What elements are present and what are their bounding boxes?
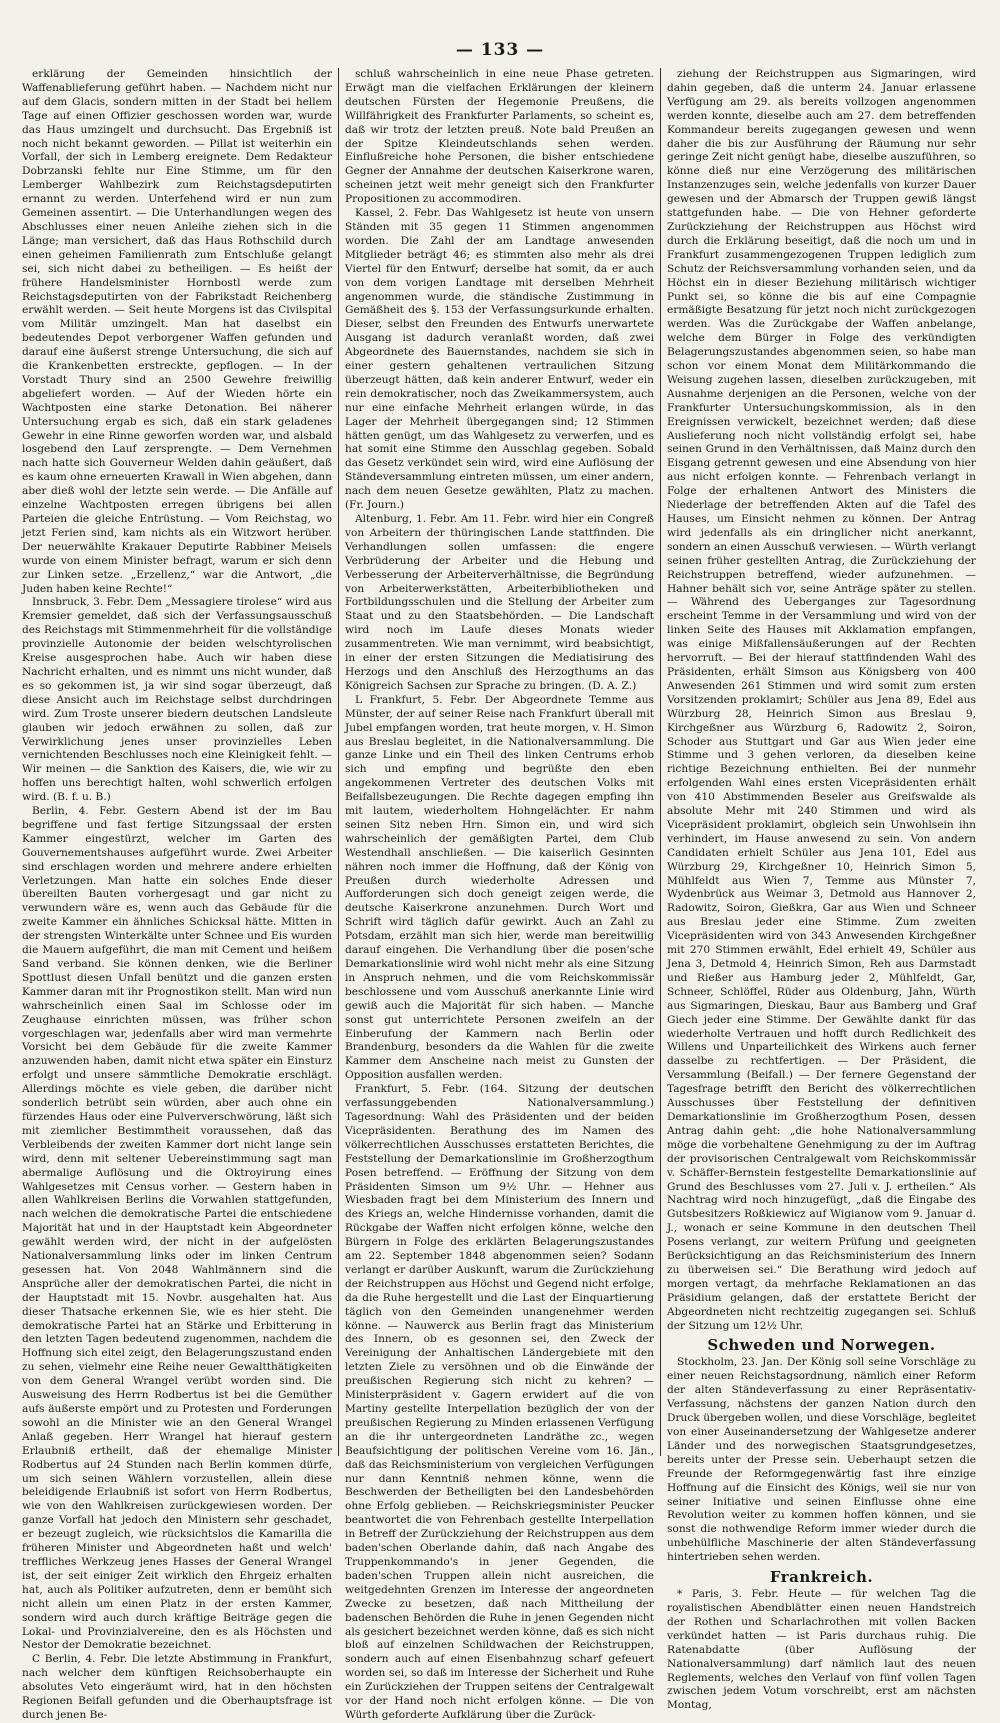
section-heading-sweden-norway: Schweden und Norwegen.	[707, 1336, 936, 1355]
article-paragraph: Frankfurt, 5. Febr. (164. Sitzung der deutschen verfassunggebenden Nationalversammlung.) Tagesordnung: Wahl des Präsidenten und der beiden Vicepräsidenten. Berathung des im Namen des völkerrechtlichen Ausschusses erstatteten Berichtes, die Feststellung der Demarkationslinie im Großherzogthum Posen betreffend. — Eröffnung der Sitzung von dem Präsidenten Simson um 9½ Uhr. — Hehner aus Wiesbaden fragt bei dem Ministerium des Innern und des Kriegs an, welche Hindernisse vorhanden, damit die Rückgabe der Waffen nicht erfolgen könne, welche den Bürgern in Folge des erklärten Belagerungszustandes am 22. September 1848 abgenommen seien? Sodann verlangt er darüber Auskunft, warum die Zurückziehung der Reichstruppen aus Höchst und Gegend nicht erfolge, da die Ruhe hergestellt und die Last der Einquartierung täglich von den Gemeinden unangenehmer werden könne. — Nauwerck aus Berlin fragt das Ministerium des Innern, ob es gesonnen sei, den Zweck der Vereinigung der Anhaltischen Ländergebiete mit den letzten Ziele zu versöhnen und ob die Einwände der preußischen Regierung sich nicht zu kehren? — Ministerpräsident v. Gagern erwidert auf die von Martiny gestellte Interpellation bezüglich der von der preußischen Regierung zu Minden erlassenen Verfügung an die ihr untergeordneten Landräthe zc., wegen Beaufsichtigung der politischen Vereine vom 16. Jän., daß das Reichsministerium von vergleichen Verfügungen nur dann Kenntniß nehmen könne, wenn die Beschwerden der Betheiligten bei den Landesbehörden ohne Erfolg geblieben. — Reichskriegsminister Peucker beantwortet die von Fehrenbach gestellte Interpellation in Betreff der Zurückziehung der Reichstruppen aus dem baden'schen Oberlande dahin, daß nach Angabe des Truppenkommando's in jener Gegenden, die baden'schen Truppen allein nicht ausreichen, die weitgedehnten Grenzen im Interesse der angeordneten Zwecke zu besetzen, daß nach Mittheilung der badenschen Behörden die Ruhe in jenen Gegenden nicht als gesichert bezeichnet werden könne, daß es sich nicht bloß auf einzelnen Schildwachen der Reichstruppen, sondern auch auf einen Eisenbahnzug scharf gefeuert worden sei, so daß im Interesse der Sicherheit und Ruhe ein Zurückziehen der Truppen seitens der Centralgewalt vor der Hand noch nicht erfolgen könne. — Die von Würth geforderte Aufklärung über die Zurück-	[345, 1083, 654, 1721]
article-paragraph: ziehung der Reichstruppen aus Sigmaringen, wird dahin gegeben, daß die unterm 24. Januar erlassene Verfügung am 29. als bereits vollzogen angenommen werden konnte, dieselbe auch am 27. dem betreffenden Kommandeur bereits zugegangen gewesen und wenn daher die bis zur Ausführung der Räumung nur sehr geringe Zeit nicht genügt habe, dieselbe auszuführen, so könne dieß nur eine Verzögerung des militärischen Instanzenzuges sein, welche jedenfalls von kurzer Dauer gewesen und der Abmarsch der Truppen gewiß längst stattgefunden habe. — Die von Hehner geforderte Zurückziehung der Reichstruppen aus Höchst wird durch die Erklärung beseitigt, daß die noch um und in Frankfurt zusammengezogenen Truppen lediglich zum Schutz der Reichsversammlung vorhanden seien, und da Höchst ein in dieser Beziehung militärisch wichtiger Punkt sei, so könne die bis auf eine Compagnie ermäßigte Besatzung für jetzt noch nicht zurückgezogen werden. Was die Zurückgabe der Waffen anbelange, welche dem Bürger in Folge des verkündigten Belagerungszustandes abgenommen seien, so habe man schon vor einem Monat dem Militärkommando die Weisung zugehen lassen, dieselben zurückzugeben, mit Ausnahme derjenigen an die Personen, welche von der Frankfurter Untersuchungskommission, als in den Ereignissen verwickelt, bezeichnet werden; daß diese Auslieferung noch nicht vollständig erfolgt sei, habe seinen Grund in den Verhältnissen, daß Mainz durch den Eisgang getrennt gewesen und eine Absendung von hier aus nicht erfolgen konnte. — Fehrenbach verlangt in Folge der erhaltenen Antwort des Ministers die Niederlage der betreffenden Akten auf die Tafel des Hauses, um Einsicht nehmen zu können. Der Antrag wird jedenfalls als ein dringlicher nicht anerkannt, sondern an einen Ausschuß verwiesen. — Würth verlangt seinen früher gestellten Antrag, die Zurückziehung der Reichstruppen betreffend, wieder aufzunehmen. — Hahner behält sich vor, seine Anträge später zu stellen. — Während des Ueberganges zur Tagesordnung erscheint Temme in der Versammlung und wird von der linken Seite des Hauses mit Akklamation empfangen, was einige Mißfallensäußerungen auf der Rechten hervorruft. — Bei der hierauf stattfindenden Wahl des Präsidenten, erhält Simson aus Königsberg von 400 Anwesenden 261 Stimmen und wird somit zum ersten Vorsitzenden proklamirt; Schüler aus Jena 89, Edel aus Würzburg 28, Heinrich Simon aus Breslau 9, Kirchgeßner aus Würzburg 6, Radowitz 2, Soiron, Schoder aus Stuttgart und Gar aus Wien jeder eine Stimme und 3 gehen verloren, da dieselben keine richtige Bezeichnung enthielten. Bei der nunmehr erfolgenden Wahl eines ersten Vicepräsidenten erhält von 410 Abstimmenden Beseler aus Greifswalde als absolute Mehr mit 240 Stimmen und wird als Vicepräsident proklamirt, obgleich sein Unwohlsein ihn verhindert, im Hause anwesend zu sein. Von andern Candidaten erhielt Schüler aus Jena 101, Edel aus Würzburg 29, Kirchgeßner 10, Heinrich Simon 5, Mühlfeldt aus Wien 7, Temme aus Münster 7, Wydenbrück aus Weimar 3, Detmold aus Hannover 2, Radowitz, Soiron, Gießkra, Gar aus Wien und Schneer aus Breslau jeder eine Stimme. Zum zweiten Vicepräsidenten wird von 343 Anwesenden Kirchgeßner mit 270 Stimmen erwählt, Edel erhielt 49, Schüler aus Jena 3, Detmold 4, Heinrich Simon, Reh aus Darmstadt und Rießer aus Hamburg jeder 2, Mühlfeldt, Gar, Schneer, Schlöffel, Rüder aus Oldenburg, Jahn, Würth aus Sigmaringen, Dieskau, Baur aus Bamberg und Graf Giech jeder eine Stimme. Der Gewählte dankt für das wiederholte Vertrauen und hofft durch Redlichkeit des Willens und Unparteilichkeit des Wirkens auch ferner dasselbe zu rechtfertigen. — Der Präsident, die Versammlung (Beifall.) — Der fernere Gegenstand der Tagesfrage betrifft den Bericht des völkerrechtlichen Ausschusses über Feststellung der definitiven Demarkationslinie im Großherzogthum Posen, dessen Antrag dahin geht: „die hohe Nationalversammlung möge die vorbehaltene Genehmigung zu der im Auftrag der provisorischen Centralgewalt vom Reichskommissär v. Schäffer-Bernstein festgestellte Demarkationslinie auf Grund des Beschlusses vom 27. Juli v. J. ertheilen.“ Als Nachtrag wird noch hinzugefügt, „daß die Eingabe des Gutsbesitzers Roßkiewicz auf Wigianow vom 9. Januar d. J., wonach er seine Kommune in den deutschen Theil Posens verlangt, zur weitern Prüfung und geeigneten Berücksichtigung an das Reichsministerium des Innern zu überweisen sei.“ Die Berathung wird jedoch auf morgen vertagt, da mehrfache Reklamationen an das Präsidium gelangen, daß der erstattete Bericht der Abgeordneten nicht rechtzeitig zugegangen sei. Schluß der Sitzung um 12½ Uhr.	[667, 68, 976, 1332]
article-paragraph: Kassel, 2. Febr. Das Wahlgesetz ist heute von unsern Ständen mit 35 gegen 11 Stimmen angenommen worden. Die Zahl der am Landtage anwesenden Mitglieder beträgt 46; es stimmten also mehr als drei Viertel für den Entwurf; derselbe hat somit, da er auch von dem vorigen Landtage mit derselben Mehrheit angenommen wurde, die ständische Zustimmung in Gemäßheit des §. 153 der Verfassungsurkunde erhalten. Dieser, selbst den Freunden des Entwurfs unerwartete Ausgang ist dadurch veranlaßt worden, daß zwei Abgeordnete des Bauernstandes, nachdem sie sich in einer gestern gehaltenen vertraulichen Sitzung überzeugt hätten, daß kein anderer Entwurf, weder ein rein demokratischer, noch das Zweikammersystem, auch nur eine einfache Mehrheit erlangen würde, in das Lager der Mehrheit übergegangen sind; 12 Stimmen hätten genügt, um das Wahlgesetz zu verwerfen, und es hat somit eine Stimme den Ausschlag gegeben. Sobald das Gesetz verkündet sein wird, wird eine Auflösung der Ständeversammlung eintreten müssen, um einer andern, nach dem neuen Gesetze gewählten, Platz zu machen. (Fr. Journ.)	[345, 207, 654, 512]
page-number: — 133 —	[455, 40, 545, 60]
article-paragraph: C Berlin, 4. Febr. Die letzte Abstimmung in Frankfurt, nach welcher dem künftigen Reichsoberhaupte ein absolutes Veto eingeräumt wird, hat in den höchsten Regionen Beifall gefunden und die Oberhauptsfrage ist durch jenen Be-	[22, 1653, 332, 1721]
article-paragraph: Berlin, 4. Febr. Gestern Abend ist der im Bau begriffene und fast fertige Sitzungssaal der ersten Kammer eingestürzt, welcher im Garten des Gouvernementshauses aufgeführt wurde. Zwei Arbeiter sind erschlagen worden und mehrere andere erhielten Verletzungen. Man hatte ein solches Ende dieser übereilten Bauten vorhergesagt und gar nicht zu verwundern wäre es, wenn auch das Gebäude für die zweite Kammer ein ähnliches Schicksal hätte. Mitten in der strengsten Winterkälte unter Schnee und Eis wurden die Mauern aufgeführt, die man mit Cement und heißem Sand verband. Sie können denken, wie die Berliner Spottlust diesen Unfall benützt und die ganzen ersten Kammer daran mit ihr Prognostikon stellt. Man wird nun wahrscheinlich einen Saal im Schlosse oder im Zeughause einrichten müssen, was früher schon vorgeschlagen war, jedenfalls aber wird man vermehrte Vorsicht bei dem Gebäude für die zweite Kammer anzuwenden haben, damit nicht etwa später ein Einsturz erfolgt und unsere sämmtliche Demokratie erschlägt. Allerdings möchte es viele geben, die darüber nicht sonderlich betrübt sein würden, aber auch ohne ein fürzendes Haus oder eine Pulververschwörung, läßt sich mit ziemlicher Bestimmtheit voraussehen, daß das Verbleibends der zweiten Kammer dort nicht lange sein wird, denn mit seltener Uebereinstimmung sagt man abermalige Auflösung und die Oktroyirung eines Wahlgesetzes mit Census vorher. — Gestern haben in allen Wahlkreisen Berlins die Vorwahlen stattgefunden, nach welchen die demokratische Partei die entschiedene Majorität hat und in der Hauptstadt kein Abgeordneter gewählt werden wird, der nicht in der aufgelösten Nationalversammlung links oder im linken Centrum gesessen hat. Von 2048 Wahlmännern sind die Ansprüche aller der demokratischen Partei, die nicht in der Hauptstadt mit 15. Novbr. ausgehalten hat. Aus dieser Thatsache erkennen Sie, wie es hier steht. Die demokratische Partei hat an Stärke und Erbitterung in den letzten Tagen bedeutend zugenommen, nachdem die Hoffnung sich eitel zeigt, den Belagerungszustand enden zu sehen, vielmehr eine Reihe neuer Gewaltthätigkeiten von dem General Wrangel verübt worden sind. Die Ausweisung des Herrn Rodbertus ist bei die Gemüther aufs äußerste empört und zu Protesten und Forderungen sowohl an die Minister wie an den General Wrangel Anlaß gegeben. Herr Wrangel hat hierauf gestern Erlaubniß ertheilt, daß der ehemalige Minister Rodbertus auf 24 Stunden nach Berlin kommen dürfe, um sich seinen Wählern vorzustellen, allein diese beleidigende Erlaubniß ist sofort von Herrn Rodbertus, wie von den Wahlkreisen zurückgewiesen worden. Der ganze Vorfall hat jedoch den Ministern sehr geschadet, er bezeugt zugleich, wie rücksichtslos die Kamarilla die früheren Minister und Abgeordneten haßt und welch' treffliches Werkzeug jenes Hasses der General Wrangel ist, der seit einiger Zeit wirklich den Ehrgeiz erhalten hat, auch als Politiker aufzutreten, denn er bemüht sich nicht allein um einen Platz in der ersten Kammer, sondern wird auch durch kräftige Beiträge gegen die Lokal- und Provinzialvereine, den es als Höchsten und Nestor der Demokratie bezeichnet.	[22, 805, 332, 1652]
article-paragraph: erklärung der Gemeinden hinsichtlich der Waffenablieferung geführt haben. — Nachdem nicht nur auf dem Glacis, sondern mitten in der Stadt bei hellem Tage auf einen Offizier geschossen worden war, wurde das Haus umzingelt und durchsucht. Das Ergebniß ist noch nicht bekannt geworden. — Pillat ist weiterhin ein Vorfall, der sich in Lemberg ereignete. Dem Redakteur Dobrzanski fehlte nur Eine Stimme, um für den Lemberger Wahlbezirk zum Reichstagsdeputirten ernannt zu werden. Unterfehend wird er nun zum Gemeinen assentirt. — Die Unterhandlungen wegen des Abschlusses einer neuen Anleihe ziehen sich in die Länge; man versichert, daß das Haus Rothschild durch einen geheimen Familienrath zum Entschluße gelangt sei, sich nicht dabei zu betheiligen. — Es heißt der frühere Handelsminister Hornbostl werde zum Reichstagsdeputirten von der Fabrikstadt Reichenberg erwählt werden. — Seit heute Morgens ist das Civilspital vom Militär umzingelt. Man hat daselbst ein bedeutendes Depot verborgener Waffen gefunden und darauf eine äußerst strenge Untersuchung, die sich auf die Krankenbetten erstreckte, gepflogen. — In der Vorstadt Thury sind an 2500 Gewehre freiwillig abgeliefert worden. — Auf der Wieden hörte ein Wachtposten eine starke Detonation. Bei näherer Untersuchung ergab es sich, daß ein stark geladenes Gewehr in eine Rinne geworfen worden war, und alsbald losgebend den Lauf zersprengte. — Dem Vernehmen nach hatte sich Gouverneur Welden dahin geäußert, daß es kaum ohne erneuerten Krawall in Wien abgehen, dann aber dieß wohl der letzte sein werde. — Die Anfälle auf einzelne Wachtposten erregen übrigens bei allen Parteien die gleiche Entrüstung. — Vom Reichstag, wo jetzt Ferien sind, kam nichts als ein Witzwort herüber. Der neuerwählte Krakauer Deputirte Rabbiner Meisels wurde von einem Minister befragt, warum er sich denn zur Linken setze. „Erzellenz,“ war die Antwort, „die Juden haben keine Rechte!“	[22, 68, 332, 595]
section-heading-france: Frankreich.	[769, 1568, 874, 1587]
article-paragraph: Stockholm, 23. Jan. Der König soll seine Vorschläge zu einer neuen Reichstagsordnung, nämlich einer Reform der alten Ständeverfassung zu einer Repräsentativ-Verfassung, nächstens der ganzen Nation durch den Druck übergeben wollen, und diese Vorschläge, begleitet von einer Auseinandersetzung der Wahlgesetze anderer Länder und des norwegischen Staatsgrundgesetzes, bereits unter der Presse sein. Ueberhaupt setzen die Freunde der Reformgegenwärtig fast ihre einzige Hoffnung auf die Einsicht des Königs, weil sie nur von seiner Initiative und seinen Einflusse ohne eine Revolution weiter zu kommen hoffen können, und sie sonst die nothwendige Reform immer wieder durch die unbehülfliche Maschinerie der alten Ständeverfassung hintertrieben sehen werden.	[667, 1356, 976, 1564]
article-paragraph: L Frankfurt, 5. Febr. Der Abgeordnete Temme aus Münster, der auf seiner Reise nach Frankfurt überall mit Jubel empfangen worden, trat heute morgen, v. H. Simon aus Breslau begleitet, in die Nationalversammlung. Die ganze Linke und ein Theil des linken Centrums erhob sich und empfing und begrüßte den eben angekommenen Vertreter des deutschen Volks mit Beifallsbezeugungen. Die Rechte dagegen empfing ihn mit lautem, wiederholtem Hohngelächter. Er nahm seinen Sitz neben Hrn. Simon ein, und wird sich wahrscheinlich der gemäßigten Partei, dem Club Westendhall anschließen. — Die kaiserlich Gesinnten nähren noch immer die Hoffnung, daß der König von Preußen durch wiederholte Adressen und Aufforderungen sich doch geneigt zeigen werde, die deutsche Kaiserkrone anzunehmen. Durch Wort und Schrift wird täglich dafür gewirkt. Auch an Zahl zu Potsdam, erzählt man sich hier, werde man bereitwillig darauf eingehen. Die Verhandlung über die posen'sche Demarkationslinie wird wohl nicht mehr als eine Sitzung in Anspruch nehmen, und die vom Reichskommissär beschlossene und vom Ausschuß anerkannte Linie wird gewiß auch die Majorität für sich haben. — Manche sonst gut unterrichtete Personen zweifeln an der Einberufung der Kammern nach Berlin oder Brandenburg, besonders da die Wahlen für die zweite Kammer dem Anscheine nach meist zu Gunsten der Opposition ausfallen werden.	[345, 693, 654, 1082]
article-paragraph: Altenburg, 1. Febr. Am 11. Febr. wird hier ein Congreß von Arbeitern der thüringischen Lande stattfinden. Die Verhandlungen sollen umfassen: die engere Verbrüderung der Arbeiter und die Hebung und Verbesserung der Arbeiterverhältnisse, die Begründung von Arbeiterwerkstätten, Arbeiterbibliotheken und Fortbildungsschulen und die Stellung der Arbeiter zum Staat und zu den Staatsbehörden. — Die Landschaft wird noch im Laufe dieses Monats wieder zusammentreten. Wie man vernimmt, wird beabsichtigt, in einer der ersten Sitzungen die Mediatisirung des Herzogs und den Anschluß des Herzogthums an das Königreich Sachsen zur Sprache zu bringen. (D. A. Z.)	[345, 513, 654, 692]
column-3	[660, 68, 982, 1712]
article-paragraph: schluß wahrscheinlich in eine neue Phase getreten. Erwägt man die vielfachen Erklärungen der kleinern deutschen Fürsten der Hegemonie Preußens, die Willfährigkeit des Frankfurter Parlaments, so scheint es, daß wir trotz der letzten preuß. Note bald Preußen an der Spitze Kleindeutschlands sehen werden. Einflußreiche hohe Personen, die bisher entschiedene Gegner der Annahme der deutschen Kaiserkrone waren, scheinen jetzt weit mehr geneigt sich den Frankfurter Propositionen zu accommodiren.	[345, 68, 654, 206]
article-paragraph: Innsbruck, 3. Febr. Dem „Messagiere tirolese“ wird aus Kremsier gemeldet, daß sich der Verfassungsausschuß des Reichstags mit Stimmenmehrheit für die vollständige provinzielle Autonomie der beiden welschtyrolischen Kreise ausgesprochen habe. Auch wir haben diese Nachricht erhalten, und es nimmt uns nicht wunder, daß es so gekommen ist, ja wir sind sogar überzeugt, daß diese Ansicht auch im Reichstage selbst durchdringen wird. Zum Troste unserer biedern deutschen Landsleute glauben wir jedoch erwähnen zu sollen, daß zur Verwirklichung jenes unser provinzielles Leben vernichtenden Beschlusses noch eine Kleinigkeit fehlt. — Wir meinen — die Sanktion des Kaisers, die, wie wir zu hoffen uns berechtigt halten, wohl schwerlich erfolgen wird. (B. f. u. B.)	[22, 596, 332, 804]
text-columns	[16, 68, 984, 1721]
column-2	[338, 68, 660, 1721]
article-paragraph: * Paris, 3. Febr. Heute — für welchen Tag die royalistischen Abendblätter einen neuen Handstreich der Rothen und Scharlachrothen mit vollen Backen verkündet hatten — ist Paris durchaus ruhig. Die Ratenabdatte (über Auflösung der Nationalversammlung) darf nämlich laut des neuen Reglements, welches den Verlauf von fünf vollen Tagen zwischen jedem Votum vorschreibt, erst am nächsten Montag,	[667, 1588, 976, 1712]
column-1	[16, 68, 338, 1721]
